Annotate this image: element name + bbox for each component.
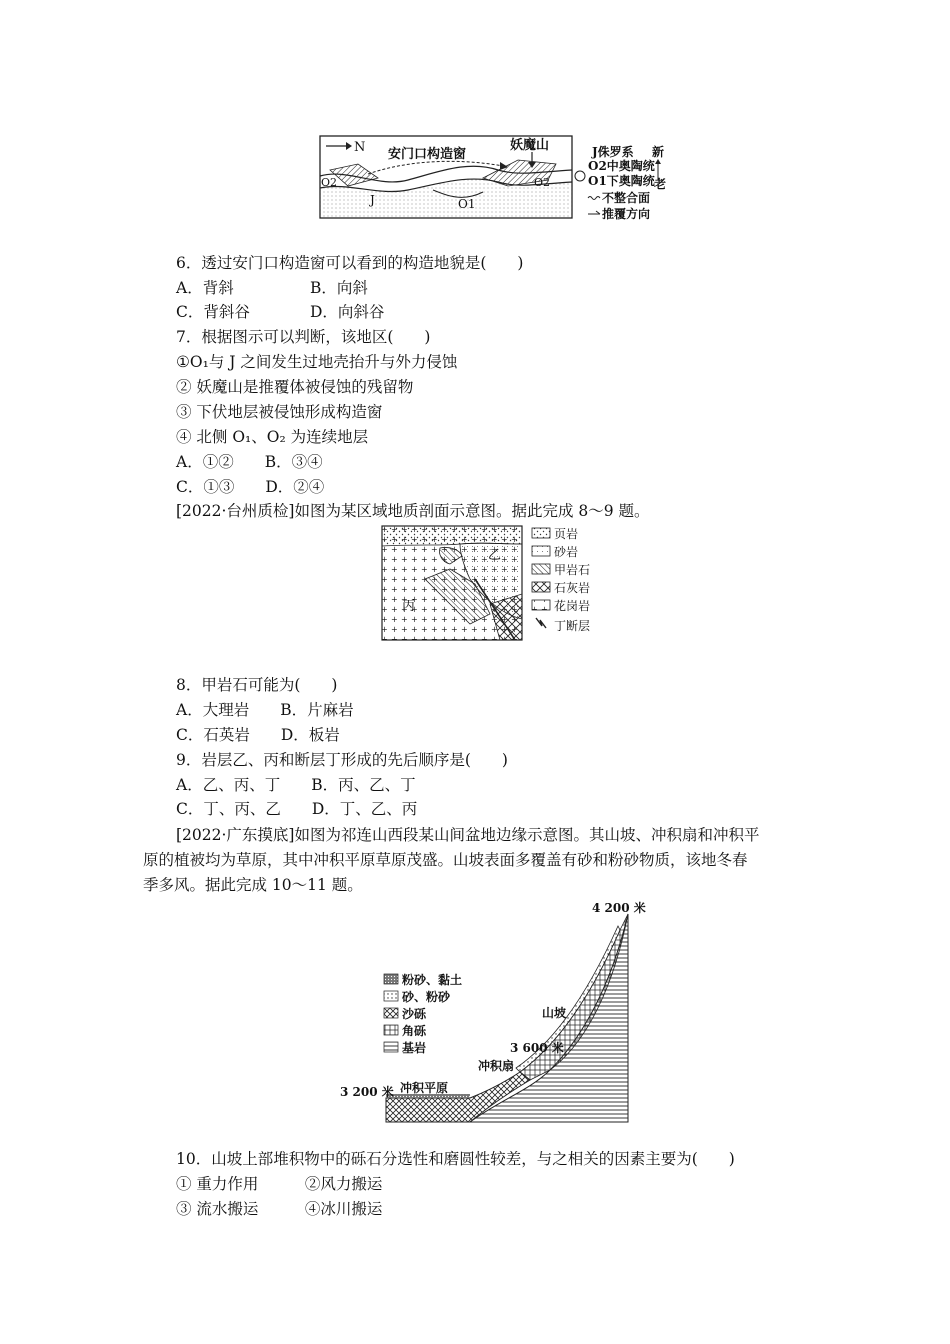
north-label: N: [354, 140, 366, 155]
legend-breccia: 角砾: [402, 1024, 427, 1038]
q7-statement-3: ③ 下伏地层被侵蚀形成构造窗: [176, 403, 383, 421]
q9-stem: 9．岩层乙、丙和断层丁形成的先后顺序是( ): [176, 751, 508, 769]
q6-option-b: B．向斜: [310, 279, 368, 297]
rock-jia-swatch-icon: [532, 564, 550, 574]
legend-o2: O2中奥陶统: [588, 159, 655, 173]
o1-label: O1: [458, 197, 476, 211]
q10-reasons-3-4: ③ 流水搬运 ④冰川搬运: [176, 1200, 383, 1218]
q9-options-ab: A．乙、丙、丁 B．丙、乙、丁: [176, 776, 416, 794]
fault-icon: [536, 618, 546, 628]
legend-thrust: 推覆方向: [602, 207, 651, 221]
window-label: 安门口构造窗: [388, 147, 467, 162]
q7-options-cd: C．①③ D．②④: [176, 478, 325, 496]
j-label: J: [370, 193, 375, 207]
silt-clay-swatch-icon: [384, 974, 398, 984]
label-bing: 丙: [402, 599, 416, 614]
q6-option-d: D．向斜谷: [310, 303, 385, 321]
legend-limestone: 石灰岩: [554, 581, 591, 595]
q7-options-ab: A．①② B．③④: [176, 453, 323, 471]
shale-swatch-icon: [532, 528, 550, 538]
q8-options-ab: A．大理岩 B．片麻岩: [176, 701, 354, 719]
sandstone-swatch-icon: [532, 546, 550, 556]
o2-left-label: O2: [321, 176, 338, 189]
intro-q8-9: [2022·台州质检]如图为某区域地质剖面示意图。据此完成 8～9 题。: [176, 502, 650, 520]
alluvial-fan-label: 冲积扇: [478, 1059, 515, 1073]
legend-bedrock: 基岩: [402, 1041, 427, 1055]
figure-basin-profile: [330, 900, 650, 1130]
legend-shale: 页岩: [554, 527, 579, 541]
q7-statement-4: ④ 北侧 O₁、O₂ 为连续地层: [176, 428, 369, 446]
granite-swatch-icon: [532, 600, 550, 610]
legend-unconformity: 不整合面: [602, 191, 651, 205]
legend-jia: 甲岩石: [554, 563, 591, 577]
elevation-3600: 3 600 米: [510, 1041, 564, 1055]
sand-silt-swatch-icon: [384, 991, 398, 1001]
elevation-4200: 4 200 米: [592, 901, 646, 915]
elevation-3200: 3 200 米: [340, 1085, 394, 1099]
q8-options-cd: C．石英岩 D．板岩: [176, 726, 340, 744]
bedrock-swatch-icon: [384, 1042, 398, 1052]
gravel-swatch-icon: [384, 1008, 398, 1018]
figure-tectonic-window: [318, 130, 688, 222]
alluvial-plain-label: 冲积平原: [400, 1081, 449, 1095]
q7-stem: 7．根据图示可以判断，该地区( ): [176, 328, 431, 346]
q6-stem: 6．透过安门口构造窗可以看到的构造地貌是( ): [176, 254, 524, 272]
q7-statement-2: ② 妖魔山是推覆体被侵蚀的残留物: [176, 378, 414, 396]
unconformity-icon: [588, 197, 600, 200]
q6-option-a: A．背斜: [176, 279, 234, 297]
q10-stem: 10．山坡上部堆积物中的砾石分选性和磨圆性较差，与之相关的因素主要为( ): [176, 1150, 735, 1168]
legend-silt-clay: 粉砂、黏土: [402, 973, 463, 987]
figure-geologic-section: [380, 524, 610, 642]
o-symbol-icon: [575, 171, 585, 181]
legend-o1: O1下奥陶统: [588, 174, 655, 188]
legend-sand-silt: 砂、粉砂: [402, 990, 451, 1004]
intro-q10-11-line2: 原的植被均为草原，其中冲积平原草原茂盛。山坡表面多覆盖有砂和粉砂物质，该地冬春: [143, 851, 748, 869]
legend-fault: 丁断层: [554, 619, 591, 633]
intro-q10-11-line3: 季多风。据此完成 10～11 题。: [143, 876, 363, 894]
label-yi: 乙: [488, 548, 502, 563]
breccia-swatch-icon: [384, 1025, 398, 1035]
intro-q10-11-line1: [2022·广东摸底]如图为祁连山西段某山间盆地边缘示意图。其山坡、冲积扇和冲积平: [176, 826, 760, 844]
legend-new: 新: [652, 145, 665, 159]
legend-j: J侏罗系: [592, 145, 634, 159]
o2-right-label: O2: [534, 176, 551, 189]
limestone-swatch-icon: [532, 582, 550, 592]
q10-reasons-1-2: ① 重力作用 ②风力搬运: [176, 1175, 383, 1193]
q7-statement-1: ①O₁与 J 之间发生过地壳抬升与外力侵蚀: [176, 353, 458, 371]
q9-options-cd: C．丁、丙、乙 D．丁、乙、丙: [176, 800, 418, 818]
legend-old: 老: [654, 177, 667, 191]
mountain-label: 妖魔山: [510, 138, 550, 153]
legend-sandstone: 砂岩: [554, 545, 579, 559]
legend-gravel: 沙砾: [402, 1007, 427, 1021]
q8-stem: 8．甲岩石可能为( ): [176, 676, 338, 694]
q6-option-c: C．背斜谷: [176, 303, 250, 321]
slope-label: 山坡: [542, 1006, 567, 1020]
legend-granite: 花岗岩: [554, 599, 591, 613]
